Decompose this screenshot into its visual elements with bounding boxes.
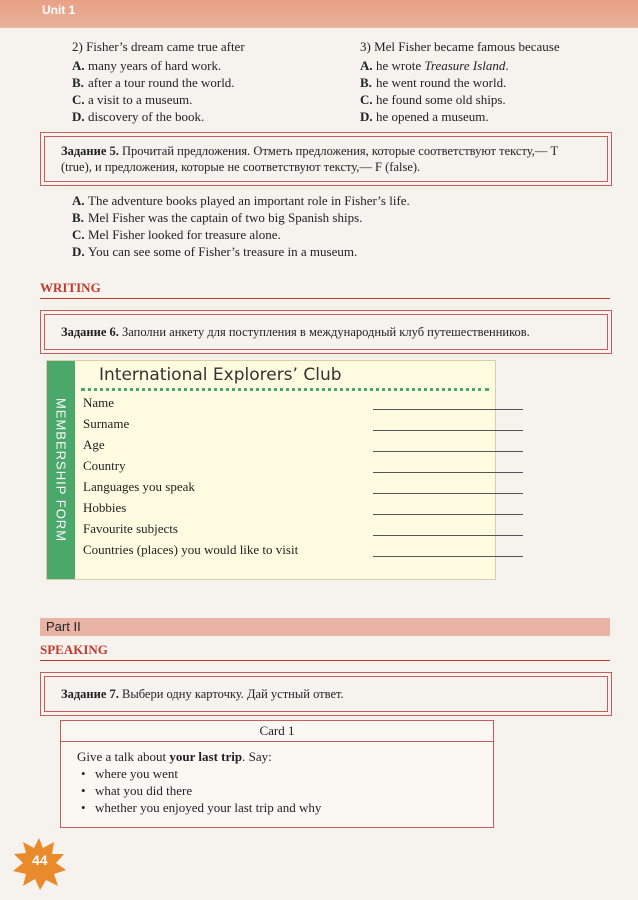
form-field-line[interactable] [373,556,523,557]
card-bullet: • whether you enjoyed your last trip and why [91,799,477,816]
card-body [61,742,493,822]
card-intro: Give a talk about your last trip. Say: [77,749,272,764]
form-side-banner [47,361,75,579]
statement-d: D. You can see some of Fisher’s treasure in a museum. [72,244,358,259]
task-7-box [40,672,612,716]
form-field-line[interactable] [373,514,523,515]
form-field-hobbies: Hobbies [83,498,523,519]
card-bullets [77,765,477,816]
form-field-languages: Languages you speak [83,477,523,498]
task-7-text: Задание 7. Выбери одну карточку. Дай устный ответ. [44,676,608,712]
form-field-line[interactable] [373,451,523,452]
option-d: D. he opened a museum. [360,109,489,124]
statements-list [72,192,410,260]
statement-c: C. Mel Fisher looked for treasure alone. [72,227,281,242]
form-field-subjects: Favourite subjects [83,519,523,540]
form-field-line[interactable] [373,535,523,536]
form-field-country: Country [83,456,523,477]
task-5-box [40,132,612,186]
option-c: C. he found some old ships. [360,92,506,107]
card-1 [60,720,494,828]
task-6-text: Задание 6. Заполни анкету для поступления в международный клуб путешественников. [44,314,608,350]
card-bullet: • where you went [91,765,477,782]
question-2 [72,38,245,125]
form-dotted-divider [81,388,489,391]
form-field-name: Name [83,393,523,414]
unit-header-bar [0,0,638,28]
form-field-surname: Surname [83,414,523,435]
option-c: C. a visit to a museum. [72,92,193,107]
membership-form [46,360,496,580]
option-a: A. many years of hard work. [72,58,222,73]
option-b: B. after a tour round the world. [72,75,235,90]
form-field-age: Age [83,435,523,456]
writing-heading: WRITING [40,280,610,299]
unit-label: Unit 1 [42,3,76,17]
option-b: B. he went round the world. [360,75,507,90]
form-field-line[interactable] [373,430,523,431]
form-field-countries: Countries (places) you would like to visit [83,540,523,561]
card-bullet: • what you did there [91,782,477,799]
statement-b: B. Mel Fisher was the captain of two big Spanish ships. [72,210,363,225]
part-2-label: Part II [46,619,81,634]
form-field-line[interactable] [373,493,523,494]
page-number: 44 [32,852,48,868]
statement-a: A. The adventure books played an important role in Fisher’s life. [72,193,410,208]
question-3 [360,38,560,125]
form-field-line[interactable] [373,472,523,473]
card-title: Card 1 [61,721,493,742]
form-side-label: MEMBERSHIP FORM [53,397,69,543]
form-field-line[interactable] [373,409,523,410]
form-title: International Explorers’ Club [99,365,342,385]
question-stem: 2) Fisher’s dream came true after [72,39,245,54]
part-2-bar [40,618,610,636]
option-a: A. he wrote Treasure Island. [360,58,509,73]
task-5-text: Задание 5. Прочитай предложения. Отметь предложения, которые соответствуют тексту,— T (true), и предложения, которые не соответствуют тексту,— F (false). [44,136,608,182]
speaking-heading: SPEAKING [40,642,610,661]
question-stem: 3) Mel Fisher became famous because [360,39,560,54]
task-6-box [40,310,612,354]
option-d: D. discovery of the book. [72,109,205,124]
